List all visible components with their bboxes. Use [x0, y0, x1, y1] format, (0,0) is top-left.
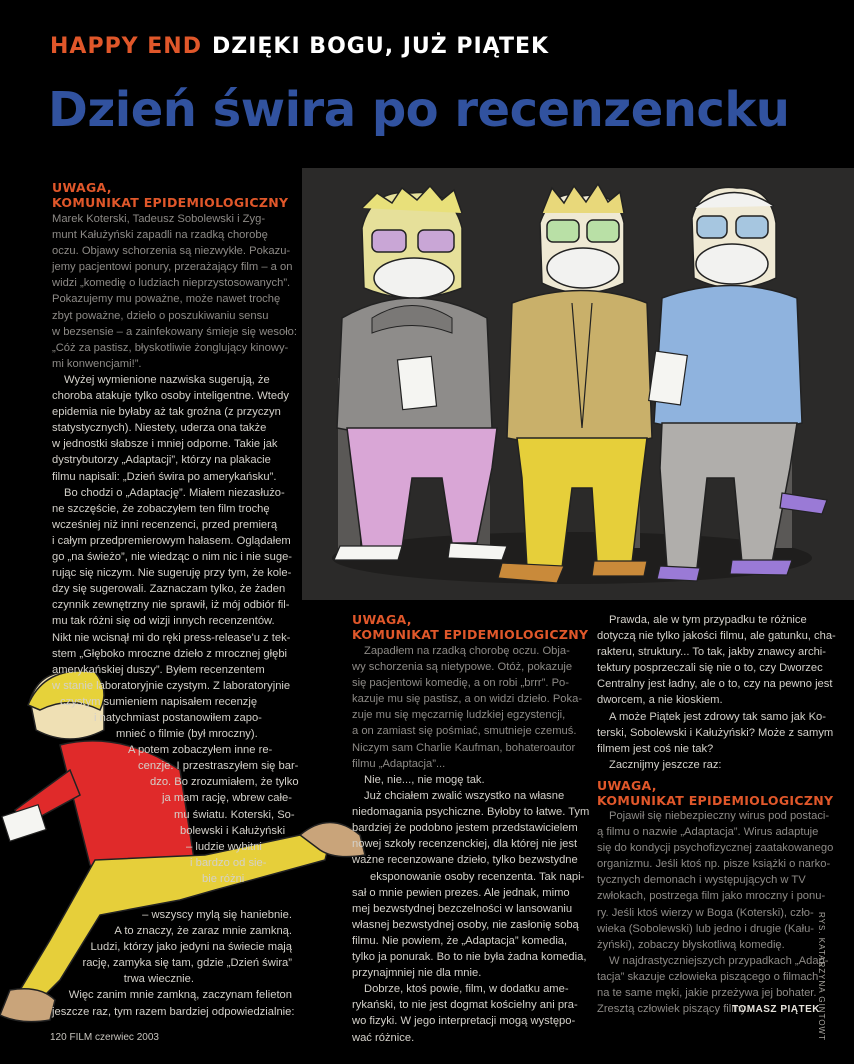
text-line: W najdrastyczniejszych przypadkach „Adap-	[609, 954, 829, 967]
text-line: Pokazujemy mu poważne, może nawet trochę	[52, 293, 281, 306]
text-line: w jednostki słabsze i mniej odporne. Takie jak	[52, 438, 278, 451]
subhead-line: UWAGA,	[52, 180, 112, 195]
subhead-line: KOMUNIKAT EPIDEMIOLOGICZNY	[597, 793, 834, 808]
text-line: eksponowanie osoby recenzenta. Tak napi-	[370, 870, 585, 883]
text-line: dystrybutorzy „Adaptacji”, którzy na plakacie	[52, 454, 271, 467]
middle-subhead	[352, 612, 588, 642]
text-line: żyński), zobaczy błyskotliwą komedię.	[597, 938, 785, 951]
text-line: jemy pacjentowi ponury, przerażający film – a on	[52, 261, 293, 274]
text-line: Zapadłem na rzadką chorobę oczu. Obja-	[364, 645, 570, 657]
text-line: – wszyscy mylą się haniebnie.	[142, 909, 292, 921]
text-line: w bezsensie – a zainfekowany śmieje się wesoło:	[52, 325, 298, 338]
text-line: ne szczęście, że zobaczyłem ten film trochę	[52, 502, 270, 515]
text-line: tacja” skazuje człowieka piszącego o filmach	[597, 970, 819, 983]
section-kicker	[50, 34, 549, 59]
text-line: w stanie laboratoryjnie czystym. Z laboratoryjnie	[52, 679, 291, 692]
text-line: bie różni	[202, 872, 245, 885]
text-line: cenzje. I przestraszyłem się bar-	[138, 760, 299, 773]
text-line: mu tak różni się od wizji innych recenzentów.	[52, 615, 275, 628]
text-line: i natychmiast postanowiłem zapo-	[94, 711, 262, 724]
text-line: Dobrze, ktoś powie, film, w dodatku ame-	[364, 983, 569, 996]
text-line: filmem jest coś nie tak?	[597, 742, 714, 755]
text-line: Wyżej wymienione nazwiska sugerują, że	[64, 374, 270, 386]
text-line: wcześniej niż inni recenzenci, przed premierą	[52, 518, 278, 531]
text-line: własnej bezwstydnej osoby, nie zasłonię sobą	[352, 918, 579, 931]
text-line: ważne recenzowane dzieło, tylko bezwstydne	[352, 854, 578, 867]
text-line: widzi „komedię o ludziach nieprzystosowanych”.	[52, 277, 291, 290]
text-line: filmu „Adaptacja”...	[352, 757, 446, 770]
text-line: dworcem, a nie kioskiem.	[597, 694, 723, 707]
text-line: Więc zanim mnie zamkną, zaczynam felieton	[68, 989, 292, 1002]
text-line: zwłokach, postrzega film jako mroczny i ponu-	[597, 890, 826, 903]
subhead-line: KOMUNIKAT EPIDEMIOLOGICZNY	[52, 195, 289, 210]
text-line: zbyt poważne, dzieło o poszukiwaniu sensu	[52, 309, 269, 322]
illustration-credit: RYS. KATARZYNA GINTOWT	[817, 912, 826, 1041]
text-line: dzy się sugerowali. Zaznaczam tylko, że żaden	[52, 583, 286, 596]
text-line: rakteru, struktury... To tak, jakby znawcy archi-	[597, 646, 827, 659]
text-line: trwa wiecznie.	[123, 973, 194, 986]
text-line: się pacjentowi komedię, a on robi „brrr”. Po-	[352, 677, 570, 690]
text-line: epidemia nie byłaby aż tak groźna (z przyczyn	[52, 406, 281, 419]
text-line: zuje mu się męczarnię ludzkiej egzystencji,	[352, 709, 566, 722]
text-line: jeszcze raz, tym razem bardziej odpowiedzialnie:	[52, 1005, 295, 1018]
text-line: kazuje mu się pastisz, a on widzi dzieło. Poka-	[352, 693, 583, 706]
text-line: amerykańskiej duszy”. Byłem recenzentem	[52, 663, 265, 676]
text-line: rując się niczym. Nie sugeruję przy tym, że kole-	[52, 567, 292, 580]
text-line: i całym przedpremierowym hałasem. Oglądałem	[52, 534, 291, 547]
text-line: Prawda, ale w tym przypadku te różnice	[609, 614, 807, 626]
right-subhead	[597, 778, 833, 808]
text-line: rykański, to nie jest dogmat kościelny ani pra-	[352, 999, 578, 1012]
text-line: dzo. Bo zrozumiałem, że tylko	[150, 776, 299, 789]
text-line: organizmu. Jeśli ktoś np. pisze książki o narko-	[597, 858, 831, 871]
text-line: wać różnice.	[352, 1031, 415, 1044]
subhead-line: KOMUNIKAT EPIDEMIOLOGICZNY	[352, 627, 589, 642]
text-line: i bardzo od sie-	[190, 856, 267, 869]
text-line: munt Kałużyński zapadli na rzadką chorobę	[52, 229, 268, 242]
text-line: przynajmniej nie dla mnie.	[352, 967, 482, 980]
text-line: bardziej że podobno jestem przedstawicielem	[352, 822, 578, 835]
text-line: terski, Sobolewski i Kałużyński? Może z samym	[597, 726, 834, 739]
text-line: tektury posprzeczali się nie o to, czy Dworzec	[597, 662, 823, 675]
text-line: rację, zamyka się tam, gdzie „Dzień świra”	[82, 957, 292, 970]
text-line: A potem zobaczyłem inne re-	[128, 744, 273, 757]
text-line: – ludzie wybitni	[186, 840, 262, 853]
text-line: Centralny jest ładny, ale o to, czy na pewno jest	[597, 678, 833, 691]
text-line: czystym sumieniem napisałem recenzję	[60, 695, 258, 708]
author-signature: TOMASZ PIĄTEK	[732, 1004, 820, 1015]
text-line: statystycznych). Niestety, uderza ona także	[52, 422, 267, 435]
text-line: Nikt nie wcisnął mi do ręki press-release'u z tek-	[52, 631, 291, 644]
text-line: Już chciałem zwalić wszystko na własne	[364, 790, 565, 803]
text-line: Bo chodzi o „Adaptację”. Miałem niezasłużo-	[64, 486, 285, 499]
left-subhead	[52, 180, 288, 210]
text-line: mnieć o filmie (był mroczny).	[116, 728, 258, 741]
text-line: mu światu. Koterski, So-	[174, 808, 295, 821]
text-line: go „na świeżo”, nie wiedząc o nim nic i nie suge-	[52, 551, 293, 564]
text-line: ą filmu o nazwie „Adaptacja”. Wirus adaptuje	[597, 826, 819, 839]
right-body	[597, 612, 837, 773]
subhead-line: UWAGA,	[352, 612, 412, 627]
text-line: ry. Jeśli ktoś wierzy w Boga (Koterski), czło-	[597, 906, 814, 919]
text-line: wieka (Sobolewski) lub jedno i drugie (Kału-	[597, 922, 815, 935]
text-line: Zresztą człowiek piszący filmy.	[597, 1003, 749, 1016]
subhead-line: UWAGA,	[597, 778, 657, 793]
left-intro	[52, 211, 298, 372]
text-line: Niczym sam Charlie Kaufman, bohateroautor	[352, 741, 576, 754]
text-line: mi konwencjami!”.	[52, 357, 142, 370]
text-line: mej bezwstydnej bezczelności w lansowaniu	[352, 902, 573, 915]
text-line: dotyczą nie tylko jakości filmu, ale gatunku, cha-	[597, 630, 836, 643]
three-men-drawing	[302, 168, 854, 600]
text-line: niedomagania psychiczne. Byłoby to łatwe. Tym	[352, 806, 590, 819]
text-line: A to znaczy, że zaraz mnie zamkną.	[114, 925, 292, 938]
text-line: nowej szkoły recenzenckiej, dla której nie jest	[352, 838, 578, 851]
text-line: wo fizyki. W jego interpretacji mogą występo-	[352, 1015, 576, 1028]
text-line: na te same męki, jakie przeżywa jej bohater.	[597, 987, 817, 1000]
illustration-three-men	[302, 168, 854, 600]
text-line: Nie, nie..., nie mogę tak.	[364, 774, 485, 786]
text-line: filmu napisali: „Dzień świra po amerykańsku”.	[52, 470, 277, 483]
text-line: oczu. Objawy schorzenia są niezwykłe. Pokazu-	[52, 245, 291, 258]
left-body	[52, 372, 299, 887]
text-line: Pojawił się niebezpieczny wirus pod postaci-	[609, 810, 830, 822]
text-line: wy schorzenia są nietypowe. Otóż, pokazuje	[352, 661, 573, 674]
text-line: czynnik zewnętrzny nie sprawił, iż mój odbiór fil-	[52, 599, 290, 612]
text-line: Marek Koterski, Tadeusz Sobolewski i Zyg-	[52, 213, 266, 225]
left-tail	[52, 907, 295, 1020]
text-line: się do kondycji psychofizycznej zaatakowanego	[597, 842, 834, 855]
text-line: bolewski i Kałużyński	[180, 824, 286, 837]
text-line: tylko ja ponurak. Bo to nie była żadna komedia,	[352, 951, 587, 964]
text-line: tycznych demonach i występujących w TV	[597, 874, 806, 887]
kicker-section: HAPPY END	[50, 34, 202, 59]
text-line: stem „Głęboko mroczne dzieło z mrocznej głębi	[52, 647, 288, 660]
text-line: Zacznijmy jeszcze raz:	[609, 758, 722, 771]
kicker-title: DZIĘKI BOGU, JUŻ PIĄTEK	[211, 34, 550, 59]
middle-intro	[352, 643, 592, 772]
text-line: Ludzi, którzy jako jedyni na świecie mają	[90, 941, 292, 954]
text-line: filmu. Nie powiem, że „Adaptacja” komedia,	[352, 934, 568, 947]
article-headline: Dzień świra po recenzencku	[48, 82, 790, 138]
text-line: ja mam rację, wbrew całe-	[162, 792, 292, 805]
text-line: „Cóż za pastisz, błyskotliwie żonglujący kinowy-	[52, 341, 289, 354]
text-line: a on zamiast się pośmiać, smutnieje czemuś.	[352, 725, 577, 738]
text-line: sał o mnie pewien prezes. Ale jednak, mimo	[352, 886, 570, 899]
page-footer: 120 FILM czerwiec 2003	[50, 1032, 159, 1043]
text-line: choroba atakuje tylko osoby inteligentne. Wtedy	[52, 390, 289, 403]
middle-body	[352, 772, 592, 1046]
right-final	[597, 808, 837, 1017]
text-line: A może Piątek jest zdrowy tak samo jak Ko-	[609, 710, 826, 723]
